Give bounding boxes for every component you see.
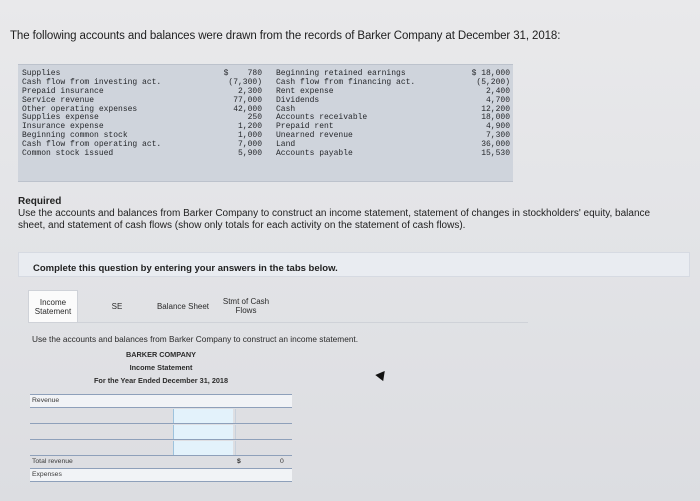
tab-divider — [28, 322, 528, 323]
tab-label: Stmt of Cash — [222, 297, 270, 306]
account-name: Land — [276, 140, 296, 150]
tab-balance-sheet[interactable] — [150, 290, 216, 322]
grid-bottom-border — [30, 481, 292, 482]
total-revenue-label: Total revenue — [32, 458, 73, 465]
accounts-table — [18, 64, 513, 182]
account-value: (7,300) — [228, 77, 262, 87]
complete-prompt: Complete this question by entering your answers in the tabs below. — [18, 252, 690, 277]
statement-header — [30, 348, 292, 394]
left-account-names — [22, 70, 161, 159]
tab-label: Income — [39, 297, 67, 307]
revenue-total-cell — [235, 425, 290, 439]
account-value: 15,530 — [481, 149, 510, 159]
revenue-section-row — [30, 394, 292, 407]
account-value: 2,400 — [485, 86, 510, 96]
right-account-values — [442, 70, 510, 159]
account-value: $ 18,000 — [471, 69, 510, 78]
statement-grid — [30, 394, 292, 482]
tab-stmt-cash-flows[interactable] — [218, 290, 274, 322]
mouse-pointer-icon — [375, 368, 388, 381]
account-value: 77,000 — [233, 95, 262, 105]
required-title: Required — [18, 196, 62, 207]
company-name: BARKER COMPANY — [126, 350, 196, 359]
tab-label: Flows — [235, 306, 257, 315]
revenue-total-cell — [235, 441, 290, 455]
account-name: Insurance expense — [22, 122, 104, 132]
account-value: 7,300 — [485, 131, 510, 141]
account-value: 250 — [247, 113, 262, 123]
income-statement-form — [30, 348, 292, 480]
account-name: Cash flow from investing act. — [22, 77, 162, 87]
tab-se[interactable] — [102, 290, 132, 322]
required-section — [18, 196, 678, 232]
expenses-section-row — [30, 468, 292, 481]
account-name: Service revenue — [22, 95, 95, 105]
account-value: 5,900 — [237, 149, 262, 159]
account-name: Supplies — [22, 69, 61, 78]
account-value: 4,700 — [485, 95, 510, 105]
table-row — [30, 407, 292, 423]
account-name: Supplies expense — [22, 113, 99, 123]
account-value: 18,000 — [481, 113, 510, 123]
table-row — [30, 423, 292, 439]
problem-intro: The following accounts and balances were drawn from the records of Barker Company at December 31, 2018: — [10, 30, 561, 42]
account-name: Cash flow from operating act. — [22, 140, 162, 150]
account-value: (5,200) — [476, 77, 510, 87]
tab-label: Statement — [34, 306, 72, 316]
account-value: $ 780 — [223, 69, 262, 78]
statement-title: Income Statement — [129, 363, 193, 372]
account-name: Beginning common stock — [22, 131, 128, 141]
tab-label: Balance Sheet — [156, 301, 210, 311]
total-revenue-value: 0 — [280, 458, 284, 465]
account-name: Accounts payable — [276, 149, 353, 159]
account-name: Accounts receivable — [276, 113, 368, 123]
account-value: 42,000 — [233, 104, 262, 114]
revenue-amount-input[interactable] — [173, 409, 233, 423]
account-name: Other operating expenses — [22, 104, 138, 114]
revenue-total-cell — [235, 409, 290, 423]
account-name: Unearned revenue — [276, 131, 353, 141]
account-name: Prepaid rent — [276, 122, 334, 132]
account-name: Cash flow from financing act. — [276, 77, 416, 87]
account-name: Rent expense — [276, 86, 334, 96]
dollar-sign: $ — [237, 458, 241, 465]
account-name: Dividends — [276, 95, 320, 105]
expenses-label: Expenses — [32, 471, 62, 478]
total-revenue-row — [30, 455, 292, 468]
revenue-amount-input[interactable] — [173, 425, 233, 439]
tab-label: SE — [111, 301, 123, 311]
account-name: Common stock issued — [22, 149, 114, 159]
left-account-values — [208, 70, 262, 159]
account-value: 1,000 — [237, 131, 262, 141]
account-value: 7,000 — [237, 140, 262, 150]
revenue-amount-input[interactable] — [173, 441, 233, 455]
account-name: Beginning retained earnings — [276, 69, 406, 78]
account-value: 36,000 — [481, 140, 510, 150]
account-value: 2,300 — [237, 86, 262, 96]
tab-income-statement[interactable] — [28, 290, 78, 322]
right-account-names — [276, 70, 415, 159]
table-row — [30, 439, 292, 455]
account-name: Prepaid insurance — [22, 86, 104, 96]
account-name: Cash — [276, 104, 296, 114]
statement-period: For the Year Ended December 31, 2018 — [93, 376, 229, 385]
account-value: 1,200 — [237, 122, 262, 132]
tab-instruction: Use the accounts and balances from Barker Company to construct an income statement. — [32, 334, 359, 344]
account-value: 12,200 — [481, 104, 510, 114]
required-text: Use the accounts and balances from Barker Company to construct an income statement, statement of changes in stockholders' equity, balance sheet, and statement of cash flows (show only totals for each activity on the statement of cash flows). — [18, 208, 651, 231]
revenue-label: Revenue — [32, 397, 60, 404]
account-value: 4,900 — [485, 122, 510, 132]
